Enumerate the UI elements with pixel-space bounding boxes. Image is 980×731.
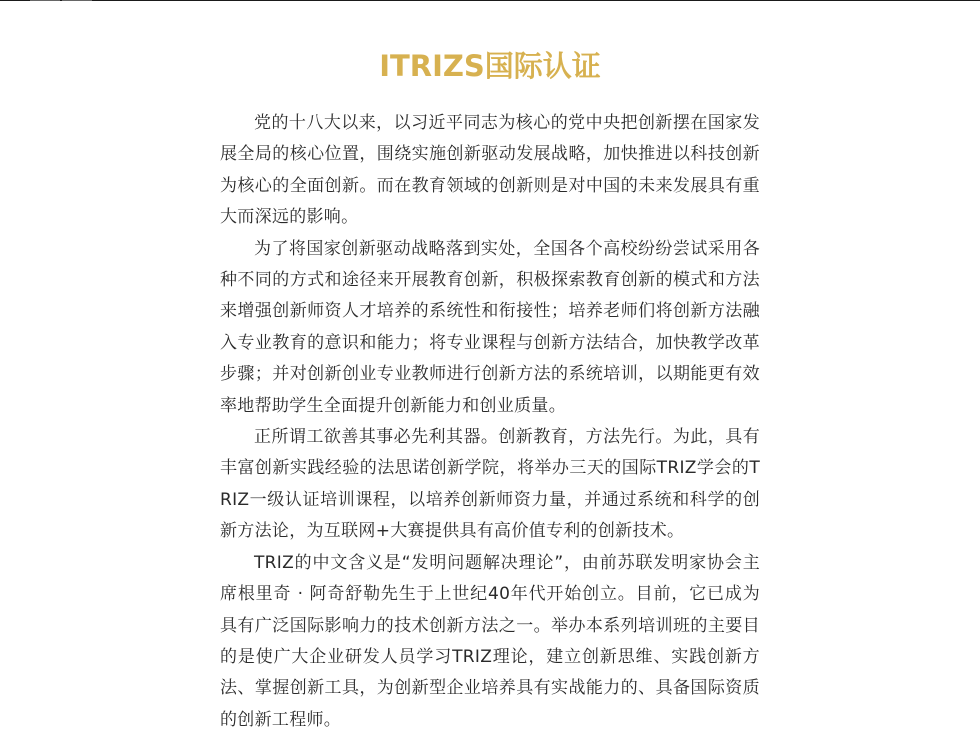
article-paragraph-4: TRIZ的中文含义是“发明问题解决理论”，由前苏联发明家协会主席根里奇 · 阿奇舒勒先生于上世纪40年代开始创立。目前，它已成为具有广泛国际影响力的技术创新方法之一。举办本系列培训班的主要目的是使广大企业研发人员学习TRIZ理论，建立创新思维、实践创新方法、掌握创新工具，为创新型企业培养具有实战能力的、具备国际资质的创新工程师。 (220, 552, 760, 730)
article-paragraph-1: 党的十八大以来，以习近平同志为核心的党中央把创新摆在国家发展全局的核心位置，围绕实施创新驱动发展战略，加快推进以科技创新为核心的全面创新。而在教育领域的创新则是对中国的未来发展具有重大而深远的影响。 (220, 113, 760, 228)
top-divider-tick (62, 0, 92, 1)
article-paragraph-3: 正所谓工欲善其事必先利其器。创新教育，方法先行。为此，具有丰富创新实践经验的法思诺创新学院，将举办三天的国际TRIZ学会的TRIZ一级认证培训课程，以培养创新师资力量，并通过系统和科学的创新方法论，为互联网+大赛提供具有高价值专利的创新技术。 (220, 427, 760, 542)
article-paragraph-2: 为了将国家创新驱动战略落到实处，全国各个高校纷纷尝试采用各种不同的方式和途径来开展教育创新，积极探索教育创新的模式和方法来增强创新师资人才培养的系统性和衔接性；培养老师们将创新方法融入专业教育的意识和能力；将专业课程与创新方法结合，加快教学改革步骤；并对创新创业专业教师进行创新方法的系统培训，以期能更有效率地帮助学生全面提升创新能力和创业质量。 (220, 238, 760, 416)
article-title: ITRIZS国际认证 (379, 49, 601, 83)
article (220, 46, 760, 731)
top-divider (0, 0, 980, 1)
top-divider-tick (30, 0, 60, 1)
